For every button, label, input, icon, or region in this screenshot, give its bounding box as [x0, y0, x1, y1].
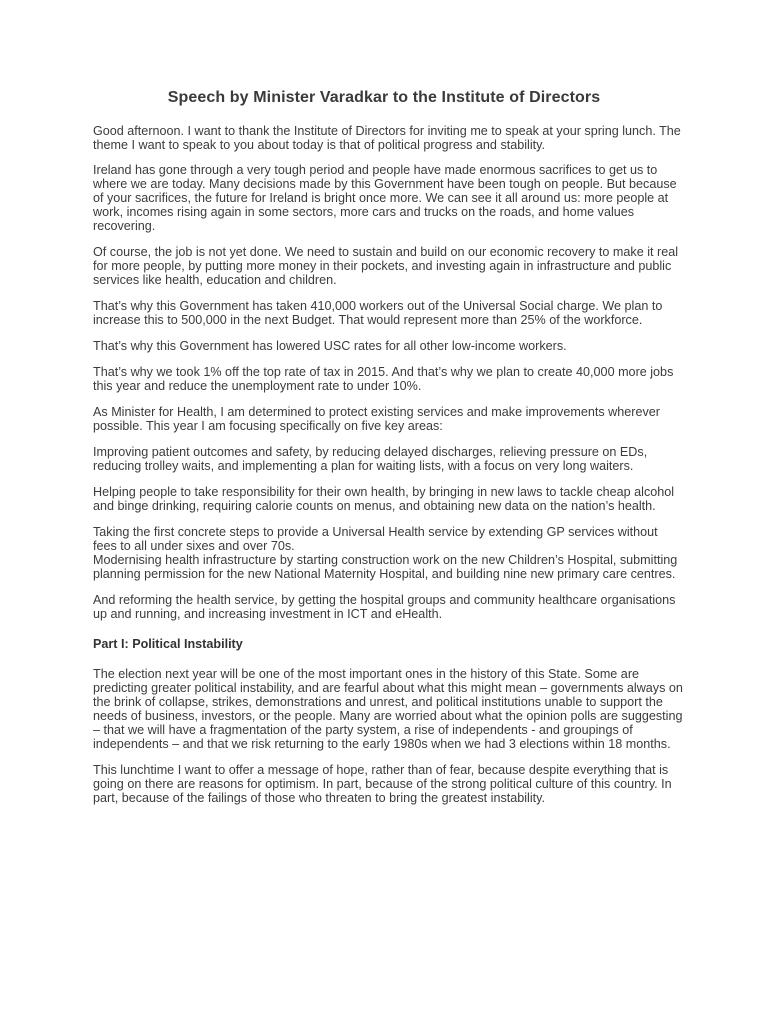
paragraph-tax-jobs: That’s why we took 1% off the top rate of tax in 2015. And that’s why we plan to create 40,000 more jobs this year and reduce the unemployment rate to under 10%. — [93, 365, 674, 393]
paragraph-hope: This lunchtime I want to offer a message of hope, rather than of fear, because despite everything that is going on there are reasons for optimism. In part, because of the strong political culture of this country. In part, because of the failings of those who threaten to bring the greatest instability. — [93, 763, 672, 805]
paragraph-minister-health: As Minister for Health, I am determined to protect existing services and make improvements wherever possible. This year I am focusing specifically on five key areas: — [93, 405, 660, 433]
paragraph-sacrifices: Ireland has gone through a very tough period and people have made enormous sacrifices to get us to where we are today. Many decisions made by this Government have been tough on people. But because of your sacrifices, the future for Ireland is bright once more. We can see it all around us: more people at work, incomes rising again in some sectors, more cars and trucks on the roads, and home values recovering. — [93, 163, 677, 233]
section-heading: Part I: Political Instability — [93, 637, 243, 651]
paragraph-reforming: And reforming the health service, by getting the hospital groups and community healthcare organisations up and running, and increasing investment in ICT and eHealth. — [93, 593, 676, 621]
paragraph-usc-workers: That’s why this Government has taken 410,000 workers out of the Universal Social charge. We plan to increase this to 500,000 in the next Budget. That would represent more than 25% of the workforce. — [93, 299, 663, 327]
paragraph-patient-outcomes: Improving patient outcomes and safety, by reducing delayed discharges, relieving pressure on EDs, reducing trolley waits, and implementing a plan for waiting lists, with a focus on very long waiters. — [93, 445, 648, 473]
document-title: Speech by Minister Varadkar to the Institute of Directors — [167, 89, 601, 106]
paragraph-infrastructure: Modernising health infrastructure by starting construction work on the new Children’s Hospital, submitting planning permission for the new National Maternity Hospital, and building nine new primary care centres. — [93, 553, 678, 581]
paragraph-job-not-done: Of course, the job is not yet done. We need to sustain and build on our economic recovery to make it real for more people, by putting more money in their pockets, and investing again in infrastructure and public services like health, education and children. — [93, 245, 679, 287]
paragraph-election: The election next year will be one of the most important ones in the history of this State. Some are predicting greater political instability, and are fearful about what this might mean – governments always on the brink of collapse, strikes, demonstrations and unrest, and political institutions unable to support the needs of business, investors, or the people. Many are worried about what the opinion polls are suggesting – that we will have a fragmentation of the party system, a rise of independents - and groupings of independents – and that we risk returning to the early 1980s when we had 3 elections within 18 months. — [93, 667, 683, 751]
paragraph-greeting: Good afternoon. I want to thank the Institute of Directors for inviting me to speak at your spring lunch. The theme I want to speak to you about today is that of political progress and stability. — [93, 124, 681, 152]
paragraph-usc-rates: That’s why this Government has lowered USC rates for all other low-income workers. — [93, 339, 567, 353]
paragraph-universal-health: Taking the first concrete steps to provide a Universal Health service by extending GP services without fees to all under sixes and over 70s. — [93, 525, 658, 553]
paragraph-own-health: Helping people to take responsibility for their own health, by bringing in new laws to tackle cheap alcohol and binge drinking, requiring calorie counts on menus, and obtaining new data on the nation’s health. — [93, 485, 675, 513]
document-body — [93, 124, 683, 816]
